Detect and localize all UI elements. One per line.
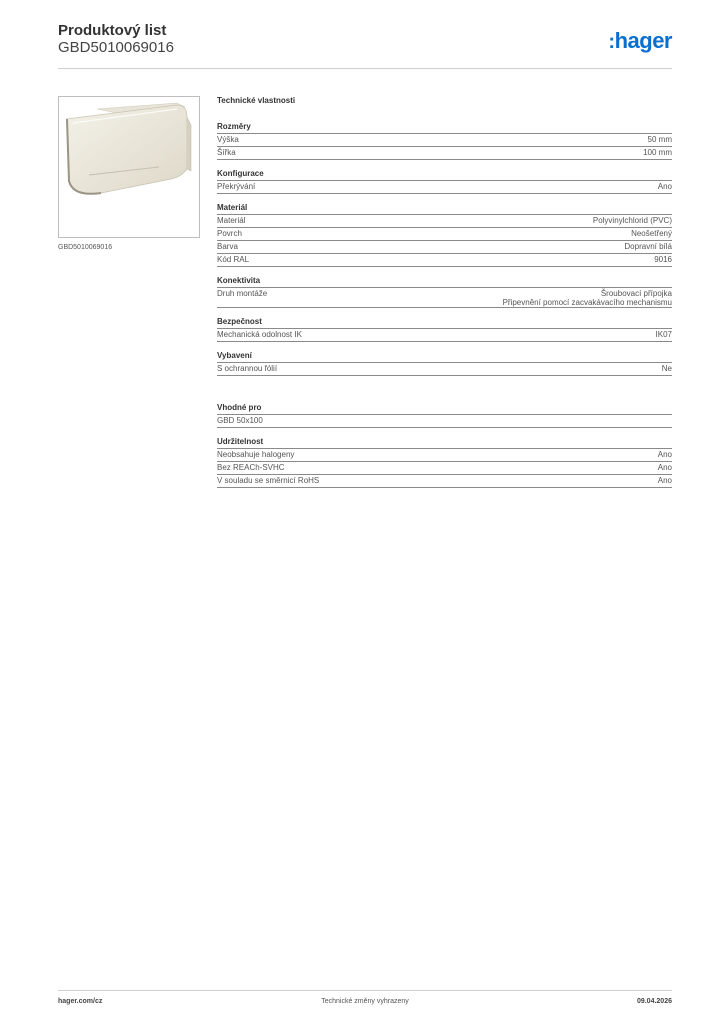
section-safety (217, 317, 672, 342)
section-heading: Konfigurace (217, 169, 672, 181)
logo-text: hager (614, 28, 672, 53)
footer-website-link[interactable]: hager.com/cz (58, 998, 103, 1005)
document-header (58, 22, 672, 68)
section-spacer (217, 385, 672, 403)
spec-label: Materiál (217, 216, 246, 225)
spec-label: Neobsahuje halogeny (217, 450, 295, 459)
spec-row (217, 215, 672, 228)
spec-row (217, 415, 672, 428)
spec-value: Polyvinylchlorid (PVC) (592, 216, 672, 225)
technical-specs (217, 96, 672, 497)
spec-value-line: Připevnění pomocí zacvakávacího mechanismu (502, 298, 672, 307)
spec-row (217, 241, 672, 254)
section-heading: Vhodné pro (217, 403, 672, 415)
spec-label: Překrývání (217, 182, 256, 191)
spec-label: Mechanická odolnost IK (217, 330, 302, 339)
document-title: Produktový list (58, 22, 167, 39)
spec-row (217, 147, 672, 160)
section-material (217, 203, 672, 267)
spec-label: Druh montáže (217, 289, 268, 298)
spec-label: Kód RAL (217, 255, 250, 264)
spec-value: 100 mm (643, 148, 672, 157)
product-code: GBD5010069016 (58, 39, 174, 56)
spec-value (503, 289, 672, 307)
hager-logo: :hager (608, 28, 672, 53)
section-heading: Vybavení (217, 351, 672, 363)
section-suitable-for (217, 403, 672, 428)
footer-date: 09.04.2026 (636, 998, 672, 1005)
section-heading: Bezpečnost (217, 317, 672, 329)
spec-row (217, 254, 672, 267)
spec-value: 9016 (654, 255, 672, 264)
spec-row (217, 329, 672, 342)
spec-row (217, 134, 672, 147)
footer-divider (58, 990, 672, 991)
specs-title: Technické vlastnosti (217, 96, 296, 105)
spec-label: Výška (217, 135, 239, 144)
spec-value: Ne (661, 364, 672, 373)
section-heading: Materiál (217, 203, 672, 215)
spec-row (217, 228, 672, 241)
spec-label: Povrch (217, 229, 242, 238)
spec-label: GBD 50x100 (217, 416, 263, 425)
spec-value: Ano (657, 450, 672, 459)
spec-label: V souladu se směrnicí RoHS (217, 476, 320, 485)
spec-label: Barva (217, 242, 238, 251)
section-heading: Konektivita (217, 276, 672, 288)
spec-row (217, 475, 672, 488)
cover-plate-icon (59, 97, 199, 237)
section-sustainability (217, 437, 672, 488)
spec-value: IK07 (655, 330, 672, 339)
spec-value: 50 mm (647, 135, 672, 144)
spec-row (217, 181, 672, 194)
section-configuration (217, 169, 672, 194)
footer-notice: Technické změny vyhrazeny (321, 998, 409, 1005)
section-equipment (217, 351, 672, 376)
spec-label: S ochrannou fólií (217, 364, 278, 373)
section-connectivity (217, 276, 672, 308)
spec-row (217, 363, 672, 376)
header-divider (58, 68, 672, 69)
spec-row (217, 462, 672, 475)
section-heading: Udržitelnost (217, 437, 672, 449)
section-heading: Rozměry (217, 122, 672, 134)
spec-row (217, 449, 672, 462)
spec-label: Šířka (217, 148, 236, 157)
spec-value-line: Šroubovací přípojka (600, 289, 672, 298)
spec-value: Ano (657, 476, 672, 485)
spec-value: Neošetřený (631, 229, 672, 238)
spec-value: Ano (657, 182, 672, 191)
product-image (58, 96, 200, 238)
section-dimensions (217, 122, 672, 160)
spec-row (217, 288, 672, 308)
spec-label: Bez REACh-SVHC (217, 463, 285, 472)
spec-value: Ano (657, 463, 672, 472)
spec-value: Dopravní bílá (624, 242, 672, 251)
product-caption: GBD5010069016 (58, 244, 113, 251)
